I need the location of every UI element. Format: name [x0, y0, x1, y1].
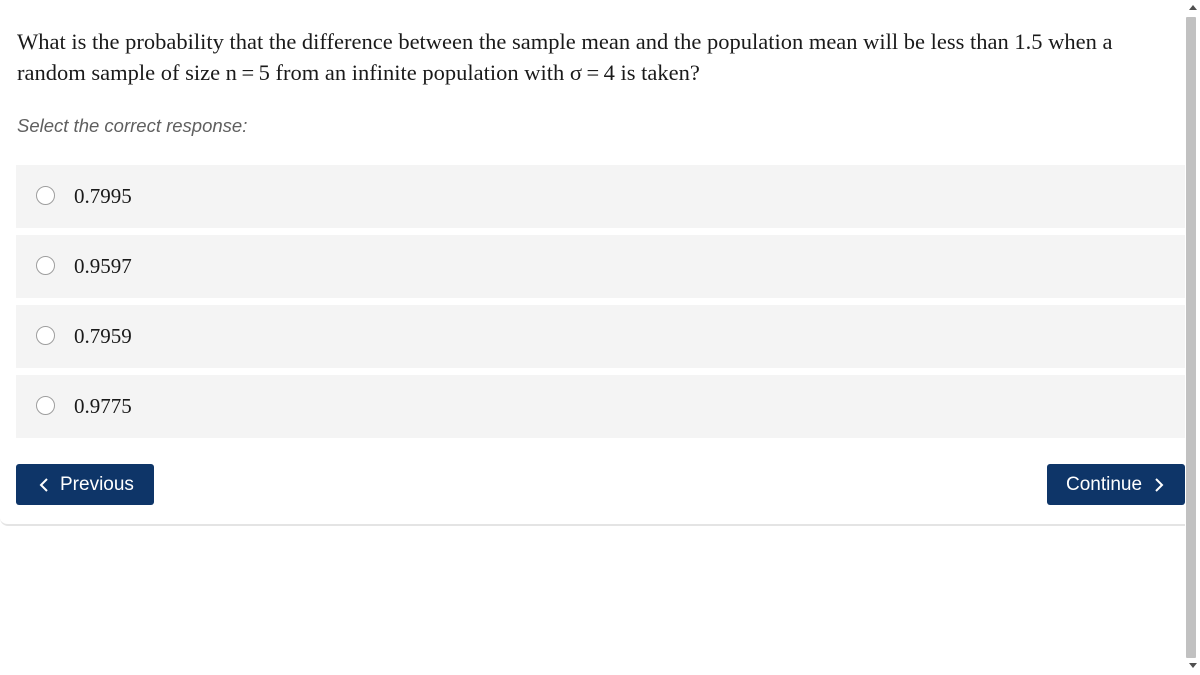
answer-option-label: 0.9597 — [74, 254, 132, 278]
vertical-scrollbar[interactable] — [1185, 0, 1200, 675]
continue-button[interactable] — [1047, 464, 1185, 505]
answer-option-label: 0.7959 — [74, 324, 132, 348]
instruction-text: Select the correct response: — [17, 115, 248, 136]
answer-option-label: 0.9775 — [74, 394, 132, 418]
answer-option-4[interactable] — [16, 375, 1186, 438]
scroll-down-arrow-icon[interactable] — [1189, 663, 1197, 668]
answer-options — [16, 165, 1186, 445]
answer-option-2[interactable] — [16, 235, 1186, 298]
question-line-2: random sample of size n = 5 from an infinite population with σ = 4 is taken? — [17, 60, 700, 85]
question-text — [17, 26, 1177, 88]
answer-option-1[interactable] — [16, 165, 1186, 228]
scroll-up-arrow-icon[interactable] — [1189, 5, 1197, 10]
radio-button[interactable] — [36, 326, 55, 345]
radio-button[interactable] — [36, 256, 55, 275]
answer-option-3[interactable] — [16, 305, 1186, 368]
radio-button[interactable] — [36, 396, 55, 415]
previous-button-label: Previous — [60, 473, 134, 495]
radio-button[interactable] — [36, 186, 55, 205]
answer-option-label: 0.7995 — [74, 184, 132, 208]
question-line-1: What is the probability that the difference between the sample mean and the population mean will be less than 1.5 when a — [17, 29, 1113, 54]
scrollbar-thumb[interactable] — [1186, 17, 1196, 658]
continue-button-label: Continue — [1066, 473, 1143, 495]
previous-button[interactable] — [16, 464, 154, 505]
chevron-left-icon — [36, 476, 54, 494]
chevron-right-icon — [1150, 476, 1168, 494]
